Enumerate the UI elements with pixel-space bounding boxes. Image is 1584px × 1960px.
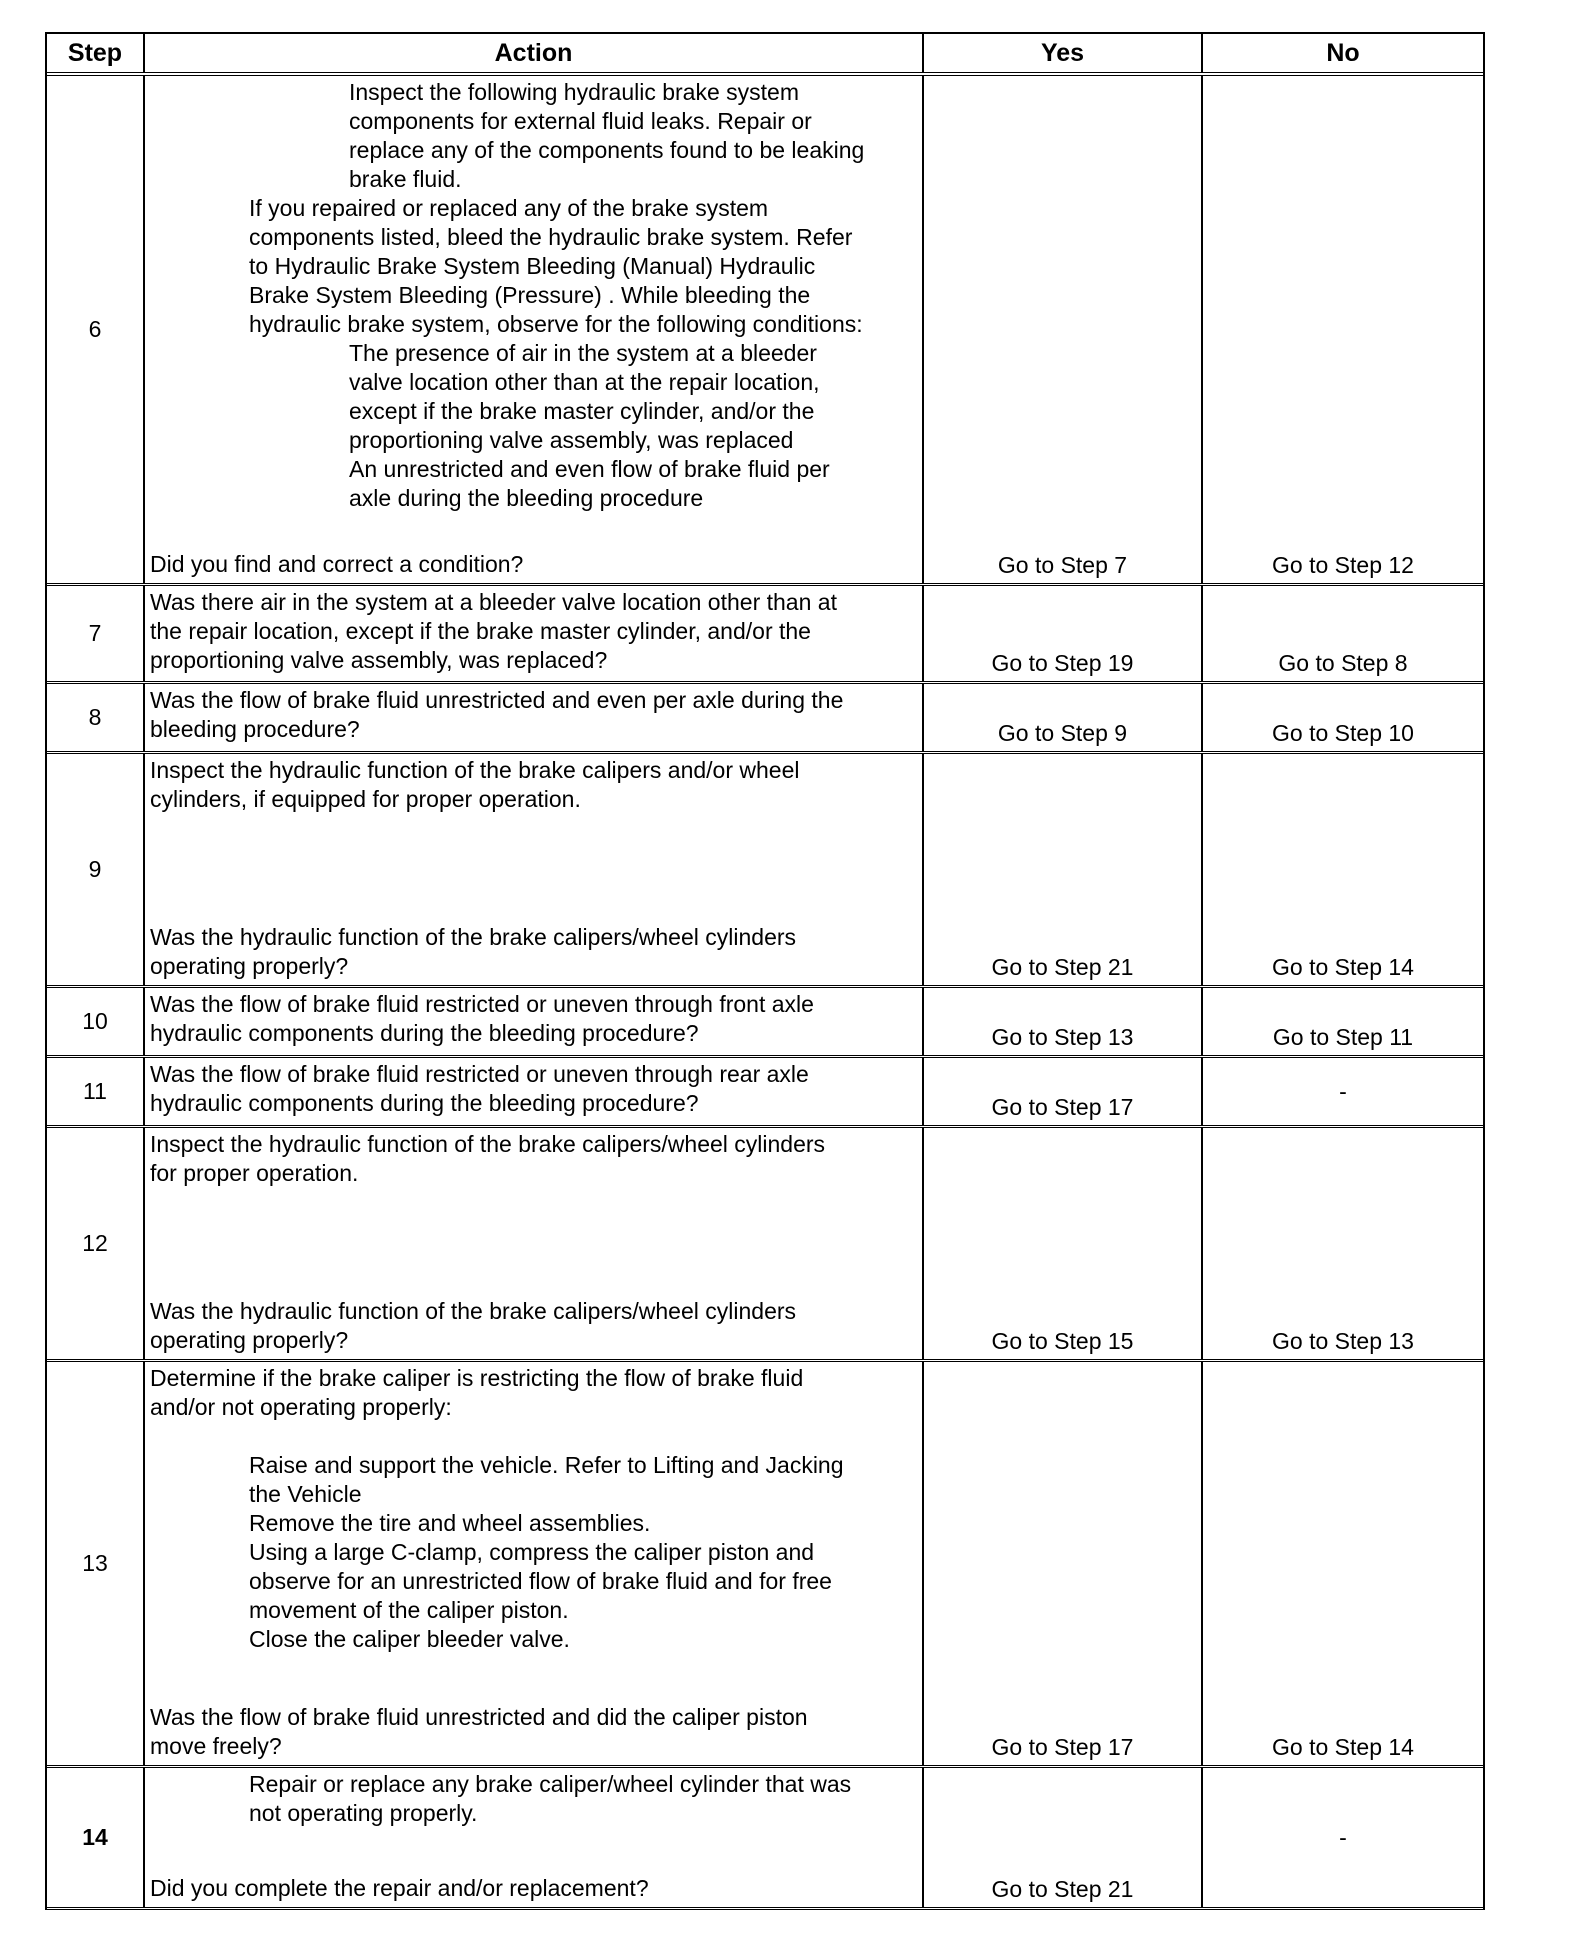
header-yes: Yes [924, 34, 1203, 72]
no-cell [1203, 76, 1483, 583]
yes-result: Go to Step 7 [997, 552, 1128, 578]
yes-cell [924, 1058, 1203, 1125]
no-cell [1203, 1362, 1483, 1765]
no-result: Go to Step 13 [1272, 1328, 1414, 1354]
header-step: Step [47, 34, 145, 72]
no-result: Go to Step 14 [1272, 954, 1414, 980]
action-cell [145, 684, 924, 751]
table-row [47, 76, 1483, 586]
question-text: Was the hydraulic function of the brake calipers/wheel cylinders operating properly? [150, 1298, 797, 1353]
yes-result: Go to Step 17 [991, 1094, 1134, 1120]
yes-result: Go to Step 15 [991, 1328, 1134, 1354]
no-cell [1203, 684, 1483, 751]
table-row [47, 1768, 1483, 1910]
no-cell [1203, 988, 1483, 1055]
inspect-text: Inspect the hydraulic function of the brake calipers/wheel cylinders for proper operation. [150, 1131, 826, 1186]
yes-cell [924, 586, 1203, 681]
table-row [47, 988, 1483, 1058]
step-number: 11 [47, 1058, 145, 1125]
yes-result: Go to Step 9 [997, 720, 1128, 746]
diagnostic-table [45, 32, 1485, 1910]
table-row [47, 1362, 1483, 1768]
yes-cell [924, 754, 1203, 985]
no-cell [1203, 754, 1483, 985]
no-cell [1203, 1768, 1483, 1907]
step-number: 14 [47, 1768, 145, 1907]
yes-cell [924, 76, 1203, 583]
no-result: Go to Step 8 [1278, 650, 1408, 676]
step-number: 8 [47, 684, 145, 751]
action-cell [145, 1768, 924, 1907]
action-cell [145, 1362, 924, 1765]
step-number: 13 [47, 1362, 145, 1765]
no-cell [1203, 1128, 1483, 1359]
question-text: Was the flow of brake fluid unrestricted and even per axle during the bleeding procedure? [150, 687, 844, 742]
intro-text: Determine if the brake caliper is restricting the flow of brake fluid and/or not operating properly: [150, 1365, 804, 1420]
question-text: Was the flow of brake fluid unrestricted and did the caliper piston move freely? [150, 1704, 808, 1759]
yes-result: Go to Step 17 [991, 1734, 1134, 1760]
repair-text: Repair or replace any brake caliper/wheel cylinder that was not operating properly. [249, 1771, 852, 1826]
question-text: Was the flow of brake fluid restricted or uneven through front axle hydraulic components during the bleeding procedure? [150, 991, 814, 1046]
yes-result: Go to Step 21 [991, 1876, 1134, 1902]
yes-cell [924, 1128, 1203, 1359]
action-cell [145, 586, 924, 681]
step-number: 10 [47, 988, 145, 1055]
no-cell [1203, 586, 1483, 681]
table-row [47, 684, 1483, 754]
no-result: - [1339, 1078, 1347, 1104]
question-text: Was the flow of brake fluid restricted or uneven through rear axle hydraulic components during the bleeding procedure? [150, 1061, 809, 1116]
table-row [47, 754, 1483, 988]
inspect-text: Inspect the following hydraulic brake system components for external fluid leaks. Repair or replace any of the components found to be leaking brake fluid. [349, 79, 865, 192]
question-text: Did you find and correct a condition? [150, 551, 524, 577]
header-action: Action [145, 34, 924, 72]
step-number: 6 [47, 76, 145, 583]
no-result: Go to Step 11 [1272, 1024, 1414, 1050]
question-text: Was the hydraulic function of the brake calipers/wheel cylinders operating properly? [150, 924, 797, 979]
yes-cell [924, 1362, 1203, 1765]
yes-result: Go to Step 21 [991, 954, 1134, 980]
no-cell [1203, 1058, 1483, 1125]
table-row [47, 1058, 1483, 1128]
step-number: 9 [47, 754, 145, 985]
procedure-steps: Raise and support the vehicle. Refer to Lifting and Jacking the Vehicle Remove the tire and wheel assemblies. Using a large C-clamp, compress the caliper piston and observe for an unrestricted flow of brake fluid and for free movement of the caliper piston. Close the caliper bleeder valve. [249, 1452, 844, 1652]
yes-cell [924, 1768, 1203, 1907]
yes-cell [924, 988, 1203, 1055]
table-row [47, 586, 1483, 684]
question-text: Did you complete the repair and/or replacement? [150, 1875, 649, 1901]
table-row [47, 1128, 1483, 1362]
no-result: - [1339, 1824, 1347, 1850]
yes-result: Go to Step 19 [991, 650, 1134, 676]
no-result: Go to Step 14 [1272, 1734, 1414, 1760]
yes-result: Go to Step 13 [991, 1024, 1134, 1050]
step-number: 12 [47, 1128, 145, 1359]
header-no: No [1326, 38, 1360, 67]
action-cell [145, 754, 924, 985]
table-header [47, 34, 1483, 76]
yes-cell [924, 684, 1203, 751]
inspect-text: Inspect the hydraulic function of the brake calipers and/or wheel cylinders, if equipped for proper operation. [150, 757, 800, 812]
step-number: 7 [47, 586, 145, 681]
action-cell [145, 1128, 924, 1359]
action-cell [145, 76, 924, 583]
conditions-list: The presence of air in the system at a bleeder valve location other than at the repair location, except if the brake master cylinder, and/or the proportioning valve assembly, was replaced An unrestricted and even flow of brake fluid per axle during the bleeding procedure [349, 340, 830, 511]
action-cell [145, 988, 924, 1055]
action-cell [145, 1058, 924, 1125]
no-result: Go to Step 12 [1272, 552, 1414, 578]
no-result: Go to Step 10 [1272, 720, 1414, 746]
bleed-text: If you repaired or replaced any of the brake system components listed, bleed the hydraulic brake system. Refer to Hydraulic Brake System Bleeding (Manual) Hydraulic Brake System Bleeding (Pressure) . While bleeding the hydraulic brake system, observe for the following conditions: [249, 195, 863, 337]
question-text: Was there air in the system at a bleeder valve location other than at the repair location, except if the brake master cylinder, and/or the proportioning valve assembly, was replaced? [150, 589, 837, 673]
